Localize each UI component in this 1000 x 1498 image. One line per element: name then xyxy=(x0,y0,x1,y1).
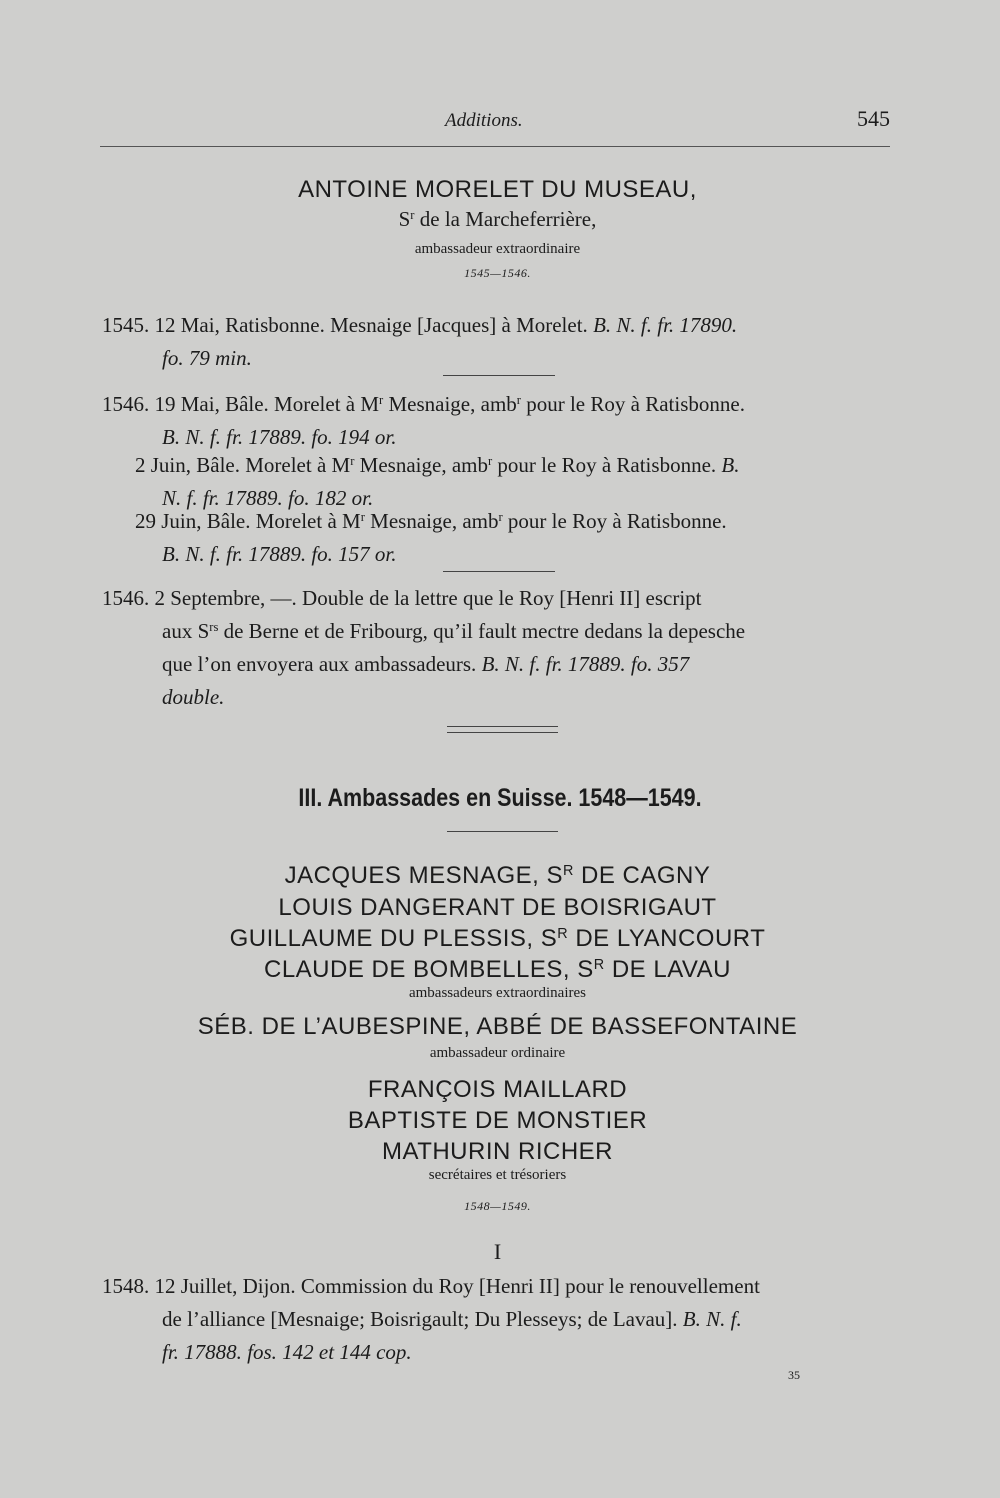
page-header xyxy=(100,106,895,140)
envoy-name: ANTOINE MORELET DU MUSEAU, xyxy=(298,176,697,203)
entry-1545-mai: 1545. 12 Mai, Ratisbonne. Mesnaige [Jacques] à Morelet. B. N. f. fr. 17890. fo. 79 min. xyxy=(102,313,738,370)
section-double-rule xyxy=(447,726,558,733)
header-rule xyxy=(100,146,890,147)
envoy-name: CLAUDE DE BOMBELLES, $S^R$ DE LAVAU xyxy=(263,956,731,983)
separator-rule xyxy=(447,831,558,832)
page-number: 545 xyxy=(857,106,890,131)
envoy-role: ambassadeur ordinaire xyxy=(429,1045,566,1061)
entry-1546-septembre: 1546. 2 Septembre, —. Double de la lettre que le Roy [Henri II] escript aux $S^{rs}$ de Berne et de Fribourg, qu’il fault mectre dedans la depesche que l’on envoyera aux ambassadeurs. B. N. f. fr. 17889. fo. 357 double. xyxy=(102,586,746,709)
envoy-dates: 1548—1549. xyxy=(464,1199,531,1213)
envoy-name: JACQUES MESNAGE, $S^R$ DE CAGNY xyxy=(284,862,711,889)
signature-mark: 35 xyxy=(788,1368,800,1382)
entry-1546-mai: 1546. 19 Mai, Bâle. Morelet à $M^r$ Mesnaige, amb$^r$ pour le Roy à Ratisbonne. B. N. f. fr. 17889. fo. 194 or. xyxy=(102,392,745,449)
envoy-role: secrétaires et trésoriers xyxy=(428,1167,567,1183)
envoy-role: ambassadeur extraordinaire xyxy=(414,241,581,257)
envoy-name: MATHURIN RICHER xyxy=(381,1138,614,1165)
entry-1548-juillet: 1548. 12 Juillet, Dijon. Commission du Roy [Henri II] pour le renouvellement de l’alliance [Mesnaige; Boisrigault; Du Plesseys; de Lavau]. B. N. f. fr. 17888. fos. 142 et 144 cop. xyxy=(102,1274,760,1364)
running-title: Additions. xyxy=(445,110,523,131)
separator-rule xyxy=(443,571,555,572)
envoy-name: FRANÇOIS MAILLARD xyxy=(367,1076,628,1103)
entry-1546-29-juin: 29 Juin, Bâle. Morelet à $M^r$ Mesnaige, amb$^r$ pour le Roy à Ratisbonne. B. N. f. fr. 17889. fo. 157 or. xyxy=(135,509,727,566)
envoy-dates: 1545—1546. xyxy=(464,266,531,280)
envoy-title: $S^r$ de la Marcheferrière, xyxy=(398,207,597,231)
separator-rule xyxy=(443,375,555,376)
envoy-name: SÉB. DE L’AUBESPINE, ABBÉ DE BASSEFONTAINE xyxy=(197,1013,798,1040)
document-number: I xyxy=(493,1239,502,1264)
envoy-name: LOUIS DANGERANT DE BOISRIGAUT xyxy=(278,894,717,921)
envoy-role: ambassadeurs extraordinaires xyxy=(408,985,586,1001)
section-heading: III. Ambassades en Suisse. 1548—1549. xyxy=(298,784,702,812)
entry-1546-2-juin: 2 Juin, Bâle. Morelet à $M^r$ Mesnaige, amb$^r$ pour le Roy à Ratisbonne. B. N. f. fr. 17889. fo. 182 or. xyxy=(135,453,740,510)
envoy-name: GUILLAUME DU PLESSIS, $S^R$ DE LYANCOURT xyxy=(229,925,766,952)
envoy-name: BAPTISTE DE MONSTIER xyxy=(347,1107,648,1134)
